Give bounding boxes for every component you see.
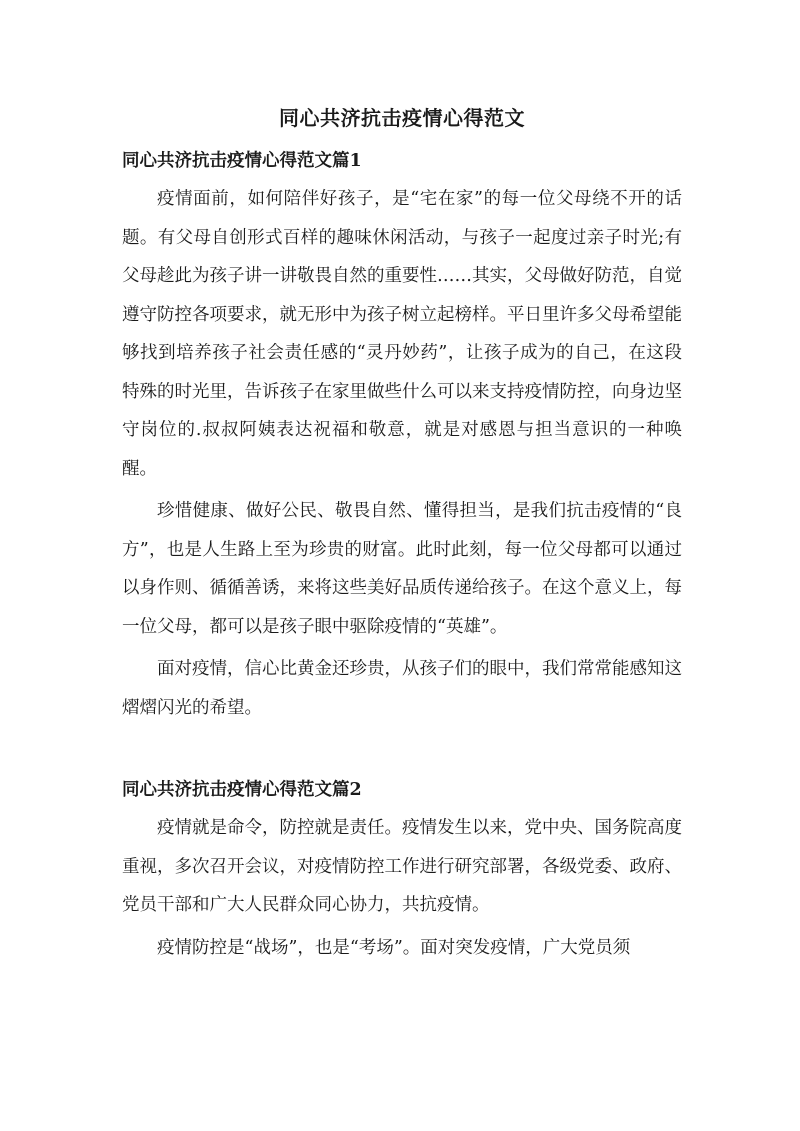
section-2-paragraph-2: 疫情防控是“战场”，也是“考场”。面对突发疫情，广大党员须 <box>157 937 631 958</box>
section-2-paragraph-1: 疫情就是命令，防控就是责任。疫情发生以来，党中央、国务院高度重视，多次召开会议，对疫情防控工作进行研究部署，各级党委、政府、党员干部和广大人民群众同心协力，共抗疫情。 <box>122 818 682 915</box>
document-title: 同心共济抗击疫情心得范文 <box>279 106 525 130</box>
section-spacer <box>122 731 682 771</box>
document-page <box>122 100 682 971</box>
section-2-heading: 同心共济抗击疫情心得范文篇2 <box>122 780 362 800</box>
section-1-paragraph-1: 疫情面前，如何陪伴好孩子，是“宅在家”的每一位父母绕不开的话题。有父母自创形式百样的趣味休闲活动，与孩子一起度过亲子时光;有父母趁此为孩子讲一讲敬畏自然的重要性……其实，父母做好防范，自觉遵守防控各项要求，就无形中为孩子树立起榜样。平日里许多父母希望能够找到培养孩子社会责任感的“灵丹妙药”，让孩子成为的自己，在这段特殊的时光里，告诉孩子在家里做些什么可以来支持疫情防控，向身边坚守岗位的.叔叔阿姨表达祝福和敬意，就是对感恩与担当意识的一种唤醒。 <box>122 189 682 479</box>
section-1-paragraph-3: 面对疫情，信心比黄金还珍贵，从孩子们的眼中，我们常常能感知这熠熠闪光的希望。 <box>122 659 682 718</box>
section-1-heading: 同心共济抗击疫情心得范文篇1 <box>122 151 362 171</box>
section-1-paragraph-2: 珍惜健康、做好公民、敬畏自然、懂得担当，是我们抗击疫情的“良方”，也是人生路上至为珍贵的财富。此时此刻，每一位父母都可以通过以身作则、循循善诱，来将这些美好品质传递给孩子。在这个意义上，每一位父母，都可以是孩子眼中驱除疫情的“英雄”。 <box>122 501 682 637</box>
